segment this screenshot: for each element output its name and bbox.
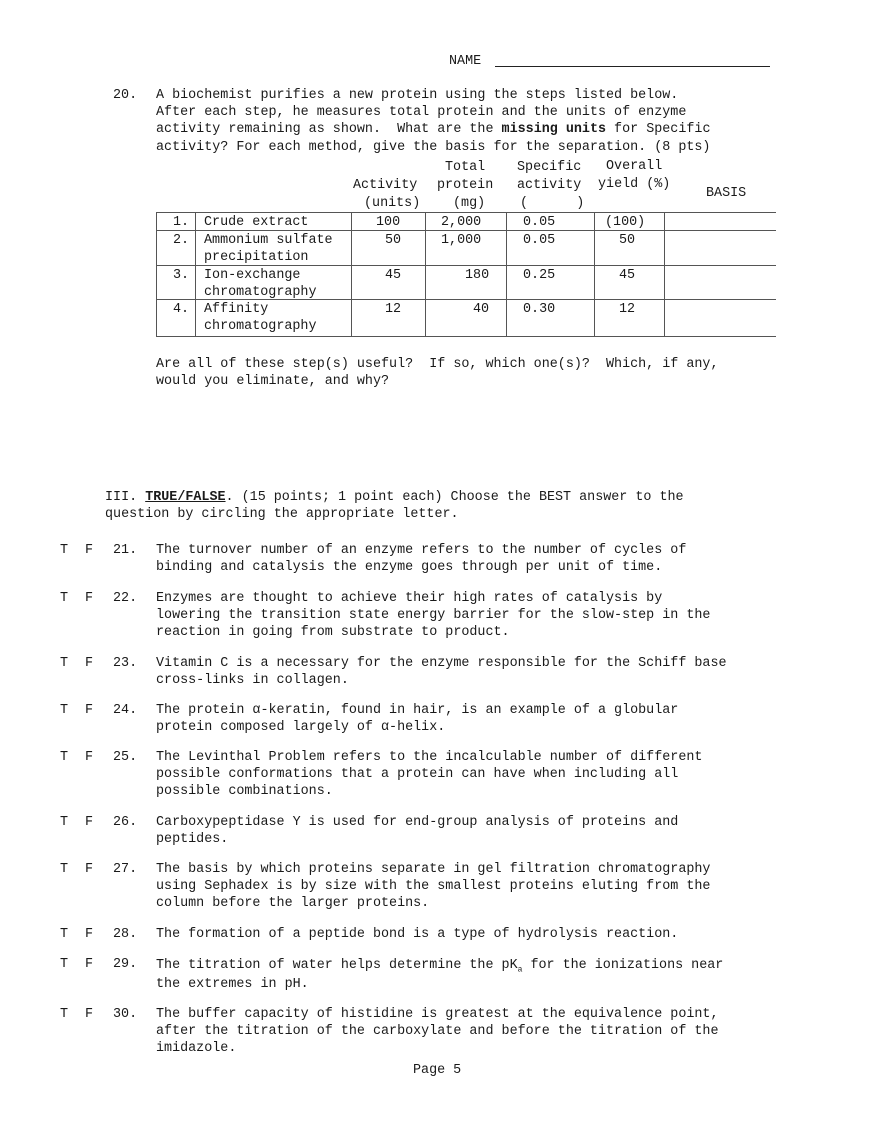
true-option[interactable]: T [60,750,69,765]
item-number: 24. [113,703,138,718]
row-1-yield: (100) [605,215,646,230]
header-activity: Activity [353,178,418,193]
table-col-rule-2 [351,212,352,336]
name-field-line [495,66,770,67]
table-col-rule-6 [664,212,665,336]
row-3-specific: 0.25 [523,268,556,283]
followup-line-2: would you eliminate, and why? [156,374,390,390]
table-col-rule-4 [506,212,507,336]
row-4-protein: 40 [473,302,490,317]
header-total: Total [445,160,486,175]
section-3-title: TRUE/FALSE [145,490,226,505]
name-label: NAME [449,54,482,69]
table-col-rule-5 [594,212,595,336]
false-option[interactable]: F [85,543,94,558]
false-option[interactable]: F [85,927,94,942]
row-3-protein: 180 [465,268,490,283]
header-activity-units: (units) [364,196,421,211]
q20-line-3 [156,121,796,138]
row-3-method-line2: chromatography [204,285,317,300]
true-option[interactable]: T [60,957,69,972]
false-option[interactable]: F [85,703,94,718]
row-1-method: Crude extract [204,215,309,230]
false-option[interactable]: F [85,815,94,830]
item-statement: Carboxypeptidase Y is used for end-group analysis of proteins and peptides. [156,815,679,848]
q20-line-4: activity? For each method, give the basis for the separation. (8 pts) [156,139,711,155]
true-option[interactable]: T [60,862,69,877]
table-col-rule-3 [425,212,426,336]
true-option[interactable]: T [60,591,69,606]
row-3-method-line1: Ion-exchange [204,268,301,283]
row-2-method-line2: precipitation [204,250,309,265]
row-2-specific: 0.05 [523,233,556,248]
item-statement: The titration of water helps determine the $pK_a$ for the ionizations near the extremes in pH. [156,958,724,992]
q20-line-3-start: activity remaining as shown. What are the [156,122,502,138]
item-number: 22. [113,591,138,606]
true-option[interactable]: T [60,815,69,830]
header-activity-2: activity [517,178,582,193]
item-number: 27. [113,862,138,877]
item-number: 28. [113,927,138,942]
header-overall: Overall [606,159,663,174]
row-1-num: 1. [173,215,190,230]
row-3-num: 3. [173,268,190,283]
section-3-rest: . (15 points; 1 point each) Choose the BEST answer to the [225,490,684,505]
row-2-num: 2. [173,233,190,248]
section-3-line-2: question by circling the appropriate letter. [105,507,459,523]
item-statement: The basis by which proteins separate in gel filtration chromatography using Sephadex is by size with the smallest proteins eluting from the column before the larger proteins. [156,862,711,912]
section-3-instructions [105,489,765,523]
q20-missing-units: missing units [501,122,607,138]
row-4-activity: 12 [385,302,402,317]
false-option[interactable]: F [85,750,94,765]
true-option[interactable]: T [60,1007,69,1022]
table-col-rule-0 [156,212,157,336]
table-bottom-rule [156,336,776,337]
false-option[interactable]: F [85,1007,94,1022]
header-yield: yield (%) [598,177,671,192]
row-1-protein: 2,000 [441,215,482,230]
true-option[interactable]: T [60,927,69,942]
false-option[interactable]: F [85,591,94,606]
item-number: 21. [113,543,138,558]
row-3-yield: 45 [619,268,636,283]
row-2-activity: 50 [385,233,402,248]
header-protein-mg: (mg) [453,196,486,211]
item-number: 29. [113,957,138,972]
row-1-activity: 100 [376,215,401,230]
header-protein: protein [437,178,494,193]
q20-line-1: A biochemist purifies a new protein using the steps listed below. [156,88,679,103]
item-statement: The protein α-keratin, found in hair, is an example of a globular protein composed largely of α-helix. [156,703,679,736]
header-specific: Specific [517,160,582,175]
row-3-activity: 45 [385,268,402,283]
true-option[interactable]: T [60,543,69,558]
false-option[interactable]: F [85,862,94,877]
table-col-rule-1 [195,212,196,336]
section-3-line-1 [105,489,765,506]
row-2-yield: 50 [619,233,636,248]
table-top-rule [156,212,776,213]
question-20-prompt [156,87,796,156]
header-basis: BASIS [706,186,747,201]
item-statement: Vitamin C is a necessary for the enzyme responsible for the Schiff base cross-links in collagen. [156,656,727,689]
false-option[interactable]: F [85,656,94,671]
item-number: 26. [113,815,138,830]
row-2-protein: 1,000 [441,233,482,248]
item-statement: The Levinthal Problem refers to the incalculable number of different possible conformations that a protein can have when including all possible combinations. [156,750,703,800]
followup-line-1: Are all of these step(s) useful? If so, which one(s)? Which, if any, [156,357,719,372]
q20-line-3-end: for Specific [606,122,711,138]
row-4-specific: 0.30 [523,302,556,317]
row-4-num: 4. [173,302,190,317]
false-option[interactable]: F [85,957,94,972]
page-number: Page 5 [413,1063,462,1078]
item-statement: The formation of a peptide bond is a type of hydrolysis reaction. [156,927,679,942]
question-20-number: 20. [113,88,138,103]
true-option[interactable]: T [60,656,69,671]
section-3-prefix: III. [105,490,146,505]
true-option[interactable]: T [60,703,69,718]
header-specific-units-blank[interactable]: ( ) [520,196,585,211]
row-1-specific: 0.05 [523,215,556,230]
item-number: 23. [113,656,138,671]
item-statement: The buffer capacity of histidine is greatest at the equivalence point, after the titration of the carboxylate and before the titration of the imidazole. [156,1007,719,1057]
row-2-method-line1: Ammonium sulfate [204,233,333,248]
row-4-method-line2: chromatography [204,319,317,334]
q20-line-2: After each step, he measures total protein and the units of enzyme [156,105,687,121]
item-number: 25. [113,750,138,765]
question-20-followup [156,356,776,390]
item-statement: The turnover number of an enzyme refers to the number of cycles of binding and catalysis the enzyme goes through per unit of time. [156,543,687,576]
purification-table [156,157,776,337]
row-4-method-line1: Affinity [204,302,269,317]
item-statement: Enzymes are thought to achieve their high rates of catalysis by lowering the transition state energy barrier for the slow-step in the reaction in going from substrate to product. [156,591,711,641]
item-number: 30. [113,1007,138,1022]
row-4-yield: 12 [619,302,636,317]
